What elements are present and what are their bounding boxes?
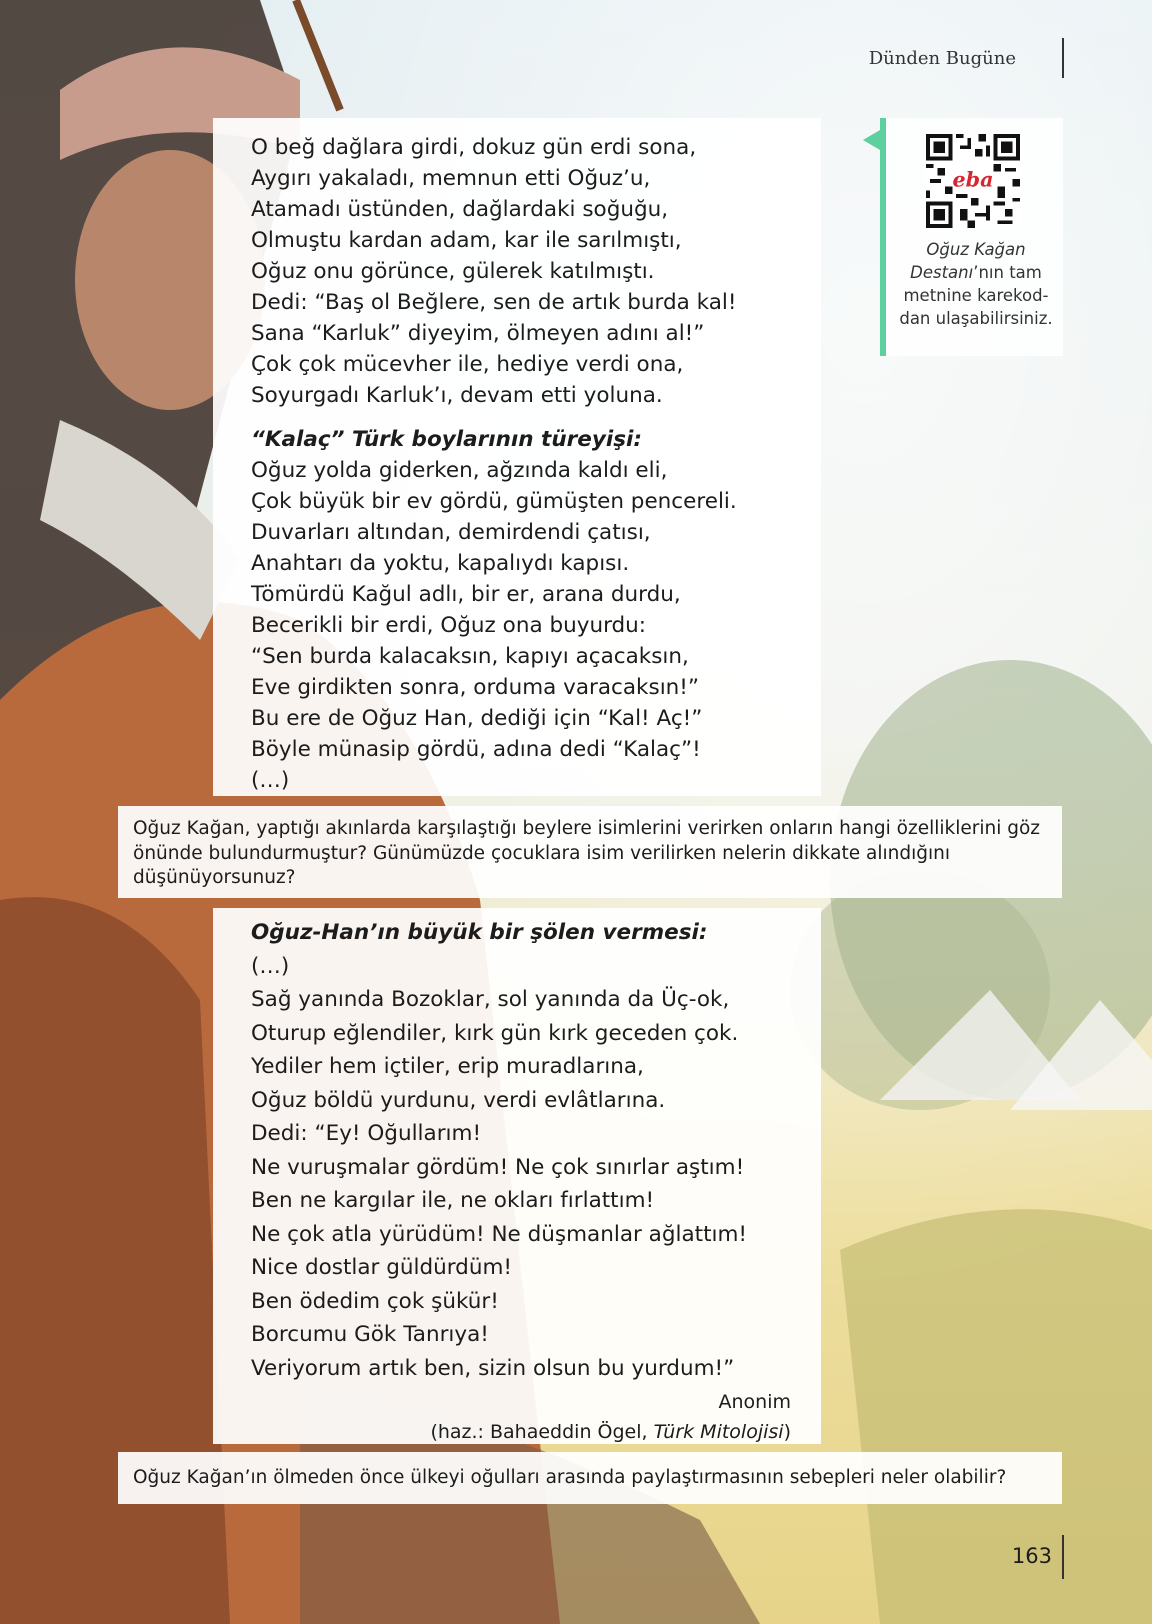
poem-line: Ben ödedim çok şükür!: [251, 1288, 499, 1314]
caption-rest: ’nın tam metnine karekod-dan ulaşabilirsiniz.: [899, 263, 1053, 328]
poem-line: Duvarları altından, demirdendi çatısı,: [251, 520, 651, 545]
poem-line: Ne vuruşmalar gördüm! Ne çok sınırlar aştım!: [251, 1154, 745, 1180]
qr-code[interactable]: [926, 134, 1020, 228]
poem-line: Oturup eğlendiler, kırk gün kırk geceden çok.: [251, 1020, 739, 1046]
poem-box-1: [213, 118, 821, 796]
eba-logo-icon: eba: [952, 167, 994, 192]
question-box-2: Oğuz Kağan’ın ölmeden önce ülkeyi oğulları arasında paylaştırmasının sebepleri neler olabilir?: [118, 1452, 1062, 1504]
source-suffix: ): [783, 1421, 791, 1443]
sidebar-accent-bar: [880, 118, 886, 356]
poem-line: Çok büyük bir ev gördü, gümüşten pencereli.: [251, 489, 737, 514]
poem-line: Ben ne kargılar ile, ne okları fırlattım!: [251, 1188, 655, 1213]
poem-line: Eve girdikten sonra, orduma varacaksın!”: [251, 675, 700, 700]
attribution-author: Anonim: [718, 1391, 791, 1413]
poem-line: O beğ dağlara girdi, dokuz gün erdi sona,: [251, 135, 697, 160]
poem-line: Bu ere de Oğuz Han, dediği için “Kal! Aç!”: [251, 706, 703, 731]
header-title: Dünden Bugüne: [868, 48, 1016, 69]
poem-stanza-kalac: [251, 455, 791, 796]
source-title: Türk Mitolojisi: [653, 1421, 784, 1443]
page-number: 163: [1011, 1544, 1052, 1568]
poem-line: Veriyorum artık ben, sizin olsun bu yurdum!”: [251, 1355, 735, 1381]
poem-line: Nice dostlar güldürdüm!: [251, 1255, 513, 1280]
page-number-divider: [1062, 1535, 1064, 1579]
poem-line: Sana “Karluk” diyeyim, ölmeyen adını al!”: [251, 321, 705, 346]
poem-line: Oğuz böldü yurdunu, verdi evlâtlarına.: [251, 1087, 666, 1113]
poem-line: Böyle münasip gördü, adına dedi “Kalaç”!: [251, 737, 701, 762]
sidebar-pointer-icon: [863, 130, 880, 150]
poem-line: Ne çok atla yürüdüm! Ne düşmanlar ağlattım!: [251, 1221, 748, 1247]
poem-line: Borcumu Gök Tanrıya!: [251, 1322, 489, 1347]
poem-stanza-feast: [251, 950, 791, 1386]
poem-line: Olmuştu kardan adam, kar ile sarılmıştı,: [251, 228, 682, 253]
poem-line: Becerikli bir erdi, Oğuz ona buyurdu:: [251, 613, 647, 638]
section-heading-feast: Oğuz-Han’ın büyük bir şölen vermesi:: [251, 920, 708, 945]
poem-line: Tömürdü Kağul adlı, bir er, arana durdu,: [251, 582, 681, 607]
poem-line: Anahtarı da yoktu, kapalıydı kapısı.: [251, 551, 630, 576]
poem-line: Sağ yanında Bozoklar, sol yanında da Üç-ok,: [251, 987, 730, 1012]
poem-line: Yediler hem içtiler, erip muradlarına,: [251, 1054, 644, 1079]
source-prefix: (haz.: Bahaeddin Ögel,: [430, 1421, 654, 1443]
poem-line: (…): [251, 953, 290, 979]
section-heading-kalac: “Kalaç” Türk boylarının türeyişi:: [251, 427, 642, 452]
poem-line: (…): [251, 768, 290, 793]
poem-line: Dedi: “Ey! Oğullarım!: [251, 1121, 482, 1146]
poem-line: Dedi: “Baş ol Beğlere, sen de artık burda kal!: [251, 290, 737, 315]
poem-line: Atamadı üstünden, dağlardaki soğuğu,: [251, 197, 669, 222]
header-divider: [1062, 38, 1064, 78]
caption-title: Oğuz Kağan Destanı: [910, 240, 1026, 282]
qr-sidebar: [880, 118, 1063, 356]
poem-stanza-karluk: [251, 132, 791, 411]
question-box-1: Oğuz Kağan, yaptığı akınlarda karşılaştığı beylere isimlerini verirken onların hangi özelliklerini göz önünde bulundurmuştur? Günümüzde çocuklara isim verilirken nelerin dikkate alındığını düşünüyorsunuz?: [118, 806, 1062, 898]
poem-line: Oğuz yolda giderken, ağzında kaldı eli,: [251, 458, 668, 483]
poem-line: Çok çok mücevher ile, hediye verdi ona,: [251, 352, 684, 377]
poem-box-2: [213, 908, 821, 1444]
qr-caption: [894, 238, 1058, 330]
poem-line: Aygırı yakaladı, memnun etti Oğuz’u,: [251, 166, 651, 191]
poem-line: Oğuz onu görünce, gülerek katılmıştı.: [251, 259, 655, 284]
poem-line: “Sen burda kalacaksın, kapıyı açacaksın,: [251, 644, 689, 669]
poem-line: Soyurgadı Karluk’ı, devam etti yoluna.: [251, 383, 663, 408]
attribution-source: [251, 1417, 791, 1444]
